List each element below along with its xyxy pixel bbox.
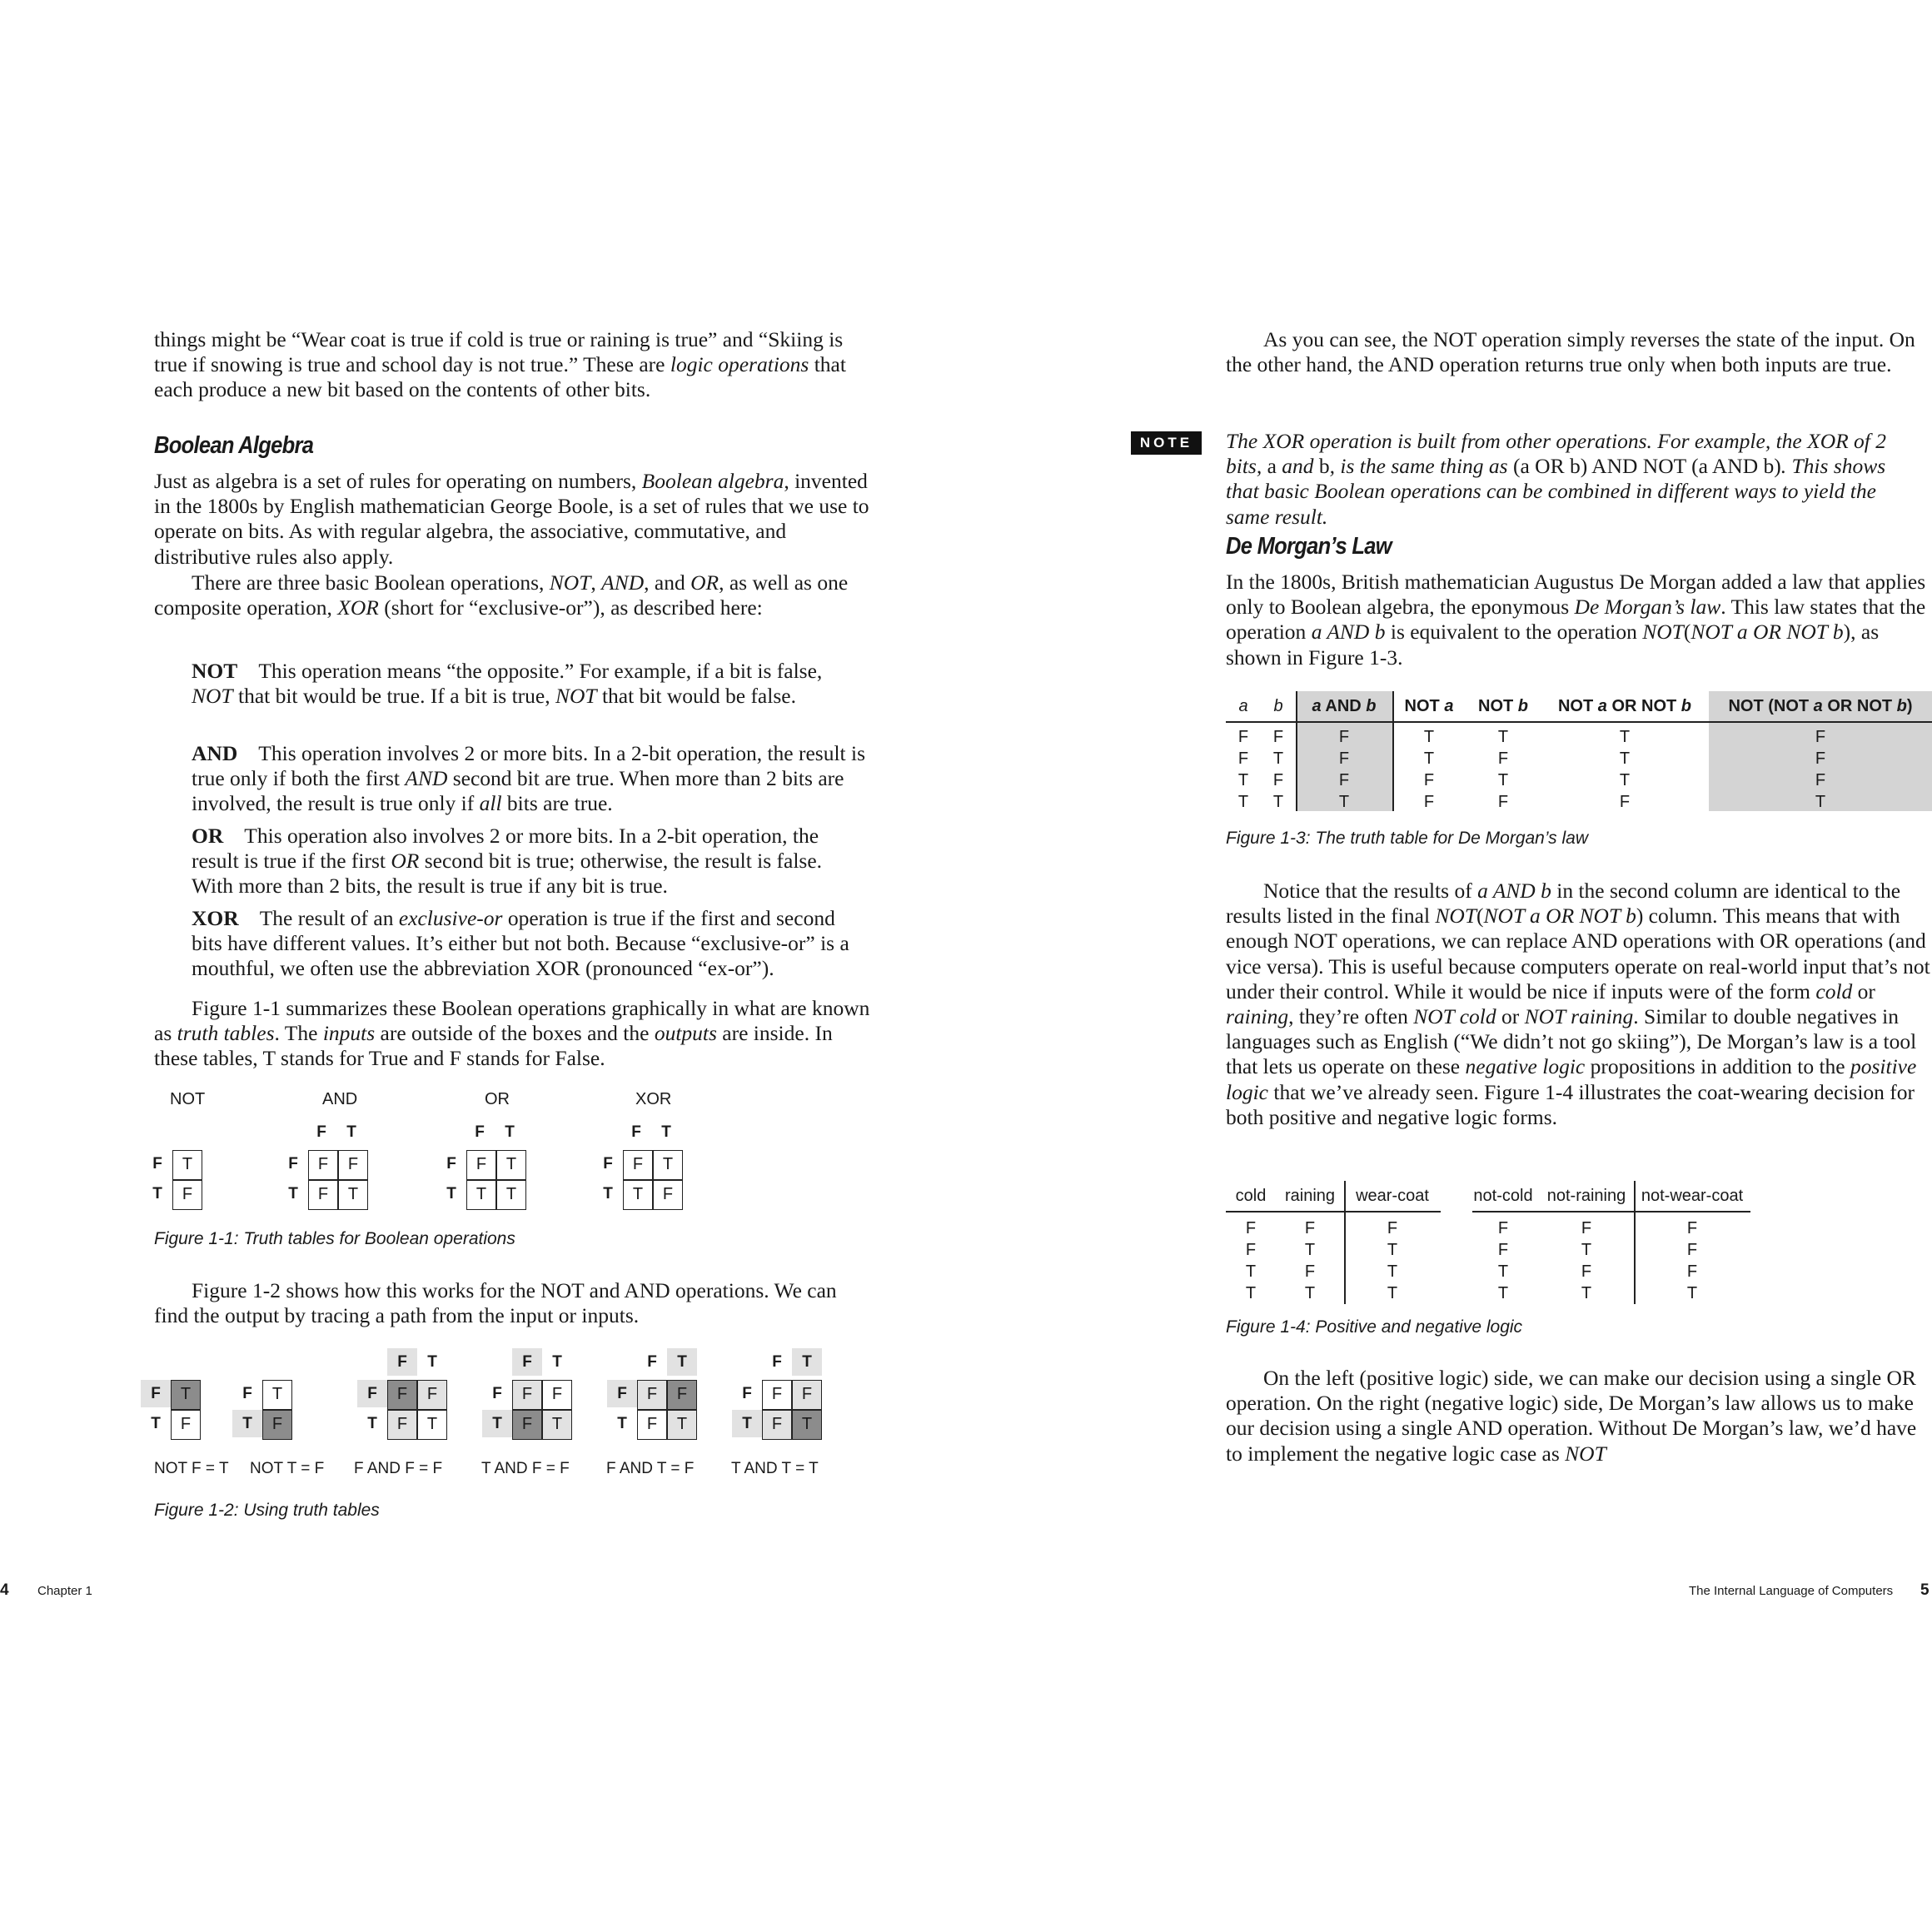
figure-1-2-caption: Figure 1-2: Using truth tables xyxy=(154,1501,380,1520)
table-cell: T xyxy=(1245,1262,1257,1281)
col-header: F xyxy=(475,1123,485,1141)
row-header: T xyxy=(232,1410,262,1437)
row-header: F xyxy=(141,1380,171,1407)
col-header: T xyxy=(346,1123,356,1141)
row-header: F xyxy=(492,1385,502,1402)
col-header: T xyxy=(427,1353,437,1371)
truth-cell: T xyxy=(262,1380,292,1410)
note-text: The XOR operation is built from other operations. For example, the XOR of 2 bits, a and b, is the same thing as (a OR b) AND NOT (a AND b). This shows that basic Boolean operations can be combined in different ways to yield the same result. xyxy=(1226,429,1887,529)
figure-1-4-table xyxy=(1226,1181,1932,1306)
table-cell: T xyxy=(1237,771,1249,789)
table-cell: T xyxy=(1272,749,1284,768)
table-cell: T xyxy=(1497,771,1509,789)
left-page xyxy=(151,0,870,1932)
truth-cell: T xyxy=(466,1180,496,1210)
col-header: T xyxy=(505,1123,515,1141)
intro-paragraph: things might be “Wear coat is true if cold is true or raining is true” and “Skiing is true if snowing is true and school day is not true.” These are logic operations that each produce a new bit based on the contents of other bits. xyxy=(154,327,846,402)
truth-cell: F xyxy=(466,1150,496,1180)
or-table-title: OR xyxy=(485,1090,510,1108)
col-header: F xyxy=(772,1353,782,1371)
truth-cell: F xyxy=(512,1410,542,1440)
figure-1-2 xyxy=(151,1345,870,1491)
truth-cell: F xyxy=(762,1410,792,1440)
section-heading-boolean-algebra: Boolean Algebra xyxy=(154,432,314,459)
table-cell: T xyxy=(1423,728,1435,746)
truth-cell: F xyxy=(512,1380,542,1410)
truth-cell: T xyxy=(171,1380,201,1410)
truth-cell: T xyxy=(417,1410,447,1440)
truth-cell: T xyxy=(653,1150,683,1180)
table-cell: F xyxy=(1423,771,1435,789)
column-header: not-raining xyxy=(1546,1187,1626,1205)
table-cell: T xyxy=(1686,1284,1698,1302)
row-header: F xyxy=(242,1385,252,1402)
row-header: F xyxy=(742,1385,752,1402)
column-header: not-wear-coat xyxy=(1641,1187,1744,1205)
and-table-title: AND xyxy=(322,1090,358,1108)
truth-cell: F xyxy=(308,1180,338,1210)
table-cell: T xyxy=(1423,749,1435,768)
table-cell: F xyxy=(1497,1241,1509,1259)
table-cell: T xyxy=(1237,793,1249,811)
truth-cell: T xyxy=(623,1180,653,1210)
column-header: a xyxy=(1238,697,1248,715)
row-header: F xyxy=(288,1155,298,1173)
operation-label: NOT F = T xyxy=(154,1460,229,1477)
truth-cell: F xyxy=(417,1380,447,1410)
tracing-paragraph: Figure 1-2 shows how this works for the NOT and AND operations. We can find the output by tracing a path from the input or inputs. xyxy=(154,1278,837,1328)
xor-table-title: XOR xyxy=(635,1090,672,1108)
table-cell: T xyxy=(1497,1284,1509,1302)
column-header: wear-coat xyxy=(1356,1187,1429,1205)
definition-xor: XOR The result of an exclusive-or operation is true if the first and second bits have different values. It’s either but not both. Because “exclusive-or” is a mouthful, we often use the abbreviation XOR (pronounced “ex-or”). xyxy=(192,906,849,981)
row-header: F xyxy=(357,1380,387,1407)
column-header: not-cold xyxy=(1473,1187,1533,1205)
figure-1-1-caption: Figure 1-1: Truth tables for Boolean operations xyxy=(154,1229,515,1248)
operation-label: T AND T = T xyxy=(731,1460,819,1477)
truth-cell: T xyxy=(792,1410,822,1440)
truth-cell: T xyxy=(542,1410,572,1440)
table-cell: F xyxy=(1304,1219,1316,1237)
table-cell: T xyxy=(1245,1284,1257,1302)
row-header: T xyxy=(617,1415,627,1432)
truth-cell: F xyxy=(387,1410,417,1440)
truth-cell: F xyxy=(172,1180,202,1210)
truth-cell: F xyxy=(542,1380,572,1410)
row-header: T xyxy=(446,1185,456,1203)
row-header: T xyxy=(152,1185,162,1203)
column-header: raining xyxy=(1284,1187,1336,1205)
table-cell: T xyxy=(1272,793,1284,811)
row-header: T xyxy=(151,1415,161,1432)
truth-cell: F xyxy=(637,1380,667,1410)
operation-label: T AND F = F xyxy=(481,1460,570,1477)
operation-label: F AND T = F xyxy=(606,1460,695,1477)
column-header: NOT a OR NOT b xyxy=(1557,697,1691,715)
table-cell: F xyxy=(1237,749,1249,768)
row-header: T xyxy=(732,1410,762,1437)
table-cell: T xyxy=(1304,1284,1316,1302)
figure-1-3-caption: Figure 1-3: The truth table for De Morgan’s law xyxy=(1226,829,1588,848)
table-cell: F xyxy=(1272,728,1284,746)
definition-or: OR This operation also involves 2 or more bits. In a 2-bit operation, the result is true if the first OR second bit is true; otherwise, the result is false. With more than 2 bits, the result is true if any bit is true. xyxy=(192,824,823,899)
row-header: F xyxy=(603,1155,613,1173)
truth-cell: F xyxy=(338,1150,368,1180)
truth-cell: F xyxy=(653,1180,683,1210)
truth-cell: T xyxy=(172,1150,202,1180)
table-cell: F xyxy=(1304,1262,1316,1281)
de-morgan-explanation-paragraph: Notice that the results of a AND b in the second column are identical to the results listed in the final NOT(NOT a OR NOT b) column. This means that with enough NOT operations, we can replace AND operations with OR operations (and vice versa). This is useful because computers operate on real-world input that’s not under their control. While it would be nice if inputs were of the form cold or raining, they’re often NOT cold or NOT raining. Similar to double negatives in languages such as English (“We didn’t not go skiing”), De Morgan’s law is a tool that lets us operate on these negative logic propositions in addition to the positive logic that we’ve already seen. Figure 1-4 illustrates the coat-wearing decision for both positive and negative logic forms. xyxy=(1226,879,1930,1129)
table-cell: F xyxy=(1245,1241,1257,1259)
operation-label: F AND F = F xyxy=(354,1460,443,1477)
table-cell: T xyxy=(1387,1262,1398,1281)
table-cell: F xyxy=(1686,1219,1698,1237)
note-badge: NOTE xyxy=(1131,431,1202,455)
table-cell: T xyxy=(1619,771,1631,789)
column-header: NOT (NOT a OR NOT b) xyxy=(1728,697,1913,715)
column-header: cold xyxy=(1235,1187,1267,1205)
table-cell: F xyxy=(1338,749,1350,768)
row-header: T xyxy=(367,1415,377,1432)
table-cell: T xyxy=(1581,1284,1592,1302)
truth-cell: F xyxy=(792,1380,822,1410)
header-rule xyxy=(1226,1211,1441,1212)
table-cell: F xyxy=(1245,1219,1257,1237)
conclusion-paragraph: On the left (positive logic) side, we can make our decision using a single OR operation. On the right (negative logic) side, De Morgan’s law allows us to make our decision using a single AND operation. Without De Morgan’s law, we’d have to implement the negative logic case as NOT xyxy=(1226,1366,1917,1466)
column-header: b xyxy=(1273,697,1283,715)
table-cell: F xyxy=(1815,728,1826,746)
de-morgan-paragraph: In the 1800s, British mathematician Augustus De Morgan added a law that applies only to Boolean algebra, the eponymous De Morgan’s law. This law states that the operation a AND b is equivalent to the operation NOT(NOT a OR NOT b), as shown in Figure 1-3. xyxy=(1226,570,1926,670)
not-and-summary-paragraph: As you can see, the NOT operation simply reverses the state of the input. On the other hand, the AND operation returns true only when both inputs are true. xyxy=(1226,327,1915,377)
chapter-footer: Chapter 1 xyxy=(37,1584,92,1598)
table-cell: F xyxy=(1815,771,1826,789)
not-table-title: NOT xyxy=(170,1090,206,1108)
truth-cell: F xyxy=(623,1150,653,1180)
row-header: F xyxy=(152,1155,162,1173)
table-cell: F xyxy=(1497,1219,1509,1237)
table-cell: T xyxy=(1387,1284,1398,1302)
col-header: T xyxy=(792,1348,822,1376)
figure-1-4-caption: Figure 1-4: Positive and negative logic xyxy=(1226,1317,1523,1337)
table-cell: F xyxy=(1619,793,1631,811)
table-cell: F xyxy=(1686,1241,1698,1259)
table-cell: F xyxy=(1581,1219,1592,1237)
header-rule xyxy=(1472,1211,1750,1212)
table-cell: T xyxy=(1815,793,1826,811)
table-cell: T xyxy=(1497,1262,1509,1281)
table-cell: T xyxy=(1304,1241,1316,1259)
definition-and: AND This operation involves 2 or more bits. In a 2-bit operation, the result is true only if both the first AND second bit are true. When more than 2 bits are involved, the result is true only if all bits are true. xyxy=(192,741,866,816)
table-cell: F xyxy=(1338,728,1350,746)
table-cell: F xyxy=(1497,749,1509,768)
truth-cell: T xyxy=(496,1150,526,1180)
table-cell: F xyxy=(1237,728,1249,746)
table-cell: F xyxy=(1387,1219,1398,1237)
truth-cell: F xyxy=(762,1380,792,1410)
figure-1-3-table xyxy=(1226,691,1932,816)
col-header: F xyxy=(631,1123,641,1141)
col-header: F xyxy=(316,1123,326,1141)
table-cell: T xyxy=(1619,728,1631,746)
figure-1-1 xyxy=(154,1087,870,1245)
truth-cell: F xyxy=(667,1380,697,1410)
table-cell: T xyxy=(1387,1241,1398,1259)
book-title-footer: The Internal Language of Computers xyxy=(1689,1584,1894,1598)
table-cell: T xyxy=(1581,1241,1592,1259)
column-header: NOT a xyxy=(1404,697,1454,715)
table-cell: F xyxy=(1497,793,1509,811)
table-cell: T xyxy=(1619,749,1631,768)
row-header: F xyxy=(446,1155,456,1173)
row-header: T xyxy=(603,1185,613,1203)
right-page xyxy=(1139,0,1932,1932)
col-header: T xyxy=(667,1348,697,1376)
table-cell: T xyxy=(1338,793,1350,811)
row-header: F xyxy=(607,1380,637,1407)
definition-not: NOT This operation means “the opposite.” For example, if a bit is false, NOT that bit would be true. If a bit is true, NOT that bit would be false. xyxy=(192,659,823,709)
column-header: NOT b xyxy=(1478,697,1528,715)
truth-cell: F xyxy=(308,1150,338,1180)
truth-cell: T xyxy=(338,1180,368,1210)
table-cell: F xyxy=(1686,1262,1698,1281)
row-header: T xyxy=(482,1410,512,1437)
truth-cell: T xyxy=(667,1410,697,1440)
table-cell: F xyxy=(1581,1262,1592,1281)
column-header: a AND b xyxy=(1312,697,1377,715)
table-cell: F xyxy=(1423,793,1435,811)
col-header: F xyxy=(387,1348,417,1376)
header-rule xyxy=(1226,721,1932,723)
truth-cell: F xyxy=(637,1410,667,1440)
row-header: T xyxy=(288,1185,298,1203)
table-cell: F xyxy=(1815,749,1826,768)
truth-tables-paragraph: Figure 1-1 summarizes these Boolean operations graphically in what are known as truth tables. The inputs are outside of the boxes and the outputs are inside. In these tables, T stands for True and F stands for False. xyxy=(154,996,870,1071)
truth-cell: T xyxy=(496,1180,526,1210)
col-header: T xyxy=(661,1123,671,1141)
col-header: F xyxy=(512,1348,542,1376)
section-heading-de-morgans-law: De Morgan’s Law xyxy=(1226,533,1392,560)
col-header: F xyxy=(647,1353,657,1371)
basic-operations-paragraph: There are three basic Boolean operations, NOT, AND, and OR, as well as one composite operation, XOR (short for “exclusive-or”), as described here: xyxy=(154,570,849,620)
operation-label: NOT T = F xyxy=(250,1460,325,1477)
truth-cell: F xyxy=(262,1410,292,1440)
right-page-number: 5 xyxy=(1920,1581,1930,1599)
col-header: T xyxy=(552,1353,562,1371)
left-page-number: 4 xyxy=(0,1581,9,1599)
truth-cell: F xyxy=(171,1410,201,1440)
boolean-algebra-paragraph: Just as algebra is a set of rules for operating on numbers, Boolean algebra, invented in the 1800s by English mathematician George Boole, is a set of rules that we use to operate on bits. As with regular algebra, the associative, commutative, and distributive rules also apply. xyxy=(154,469,869,569)
table-cell: T xyxy=(1497,728,1509,746)
table-cell: F xyxy=(1338,771,1350,789)
truth-cell: F xyxy=(387,1380,417,1410)
table-cell: F xyxy=(1272,771,1284,789)
